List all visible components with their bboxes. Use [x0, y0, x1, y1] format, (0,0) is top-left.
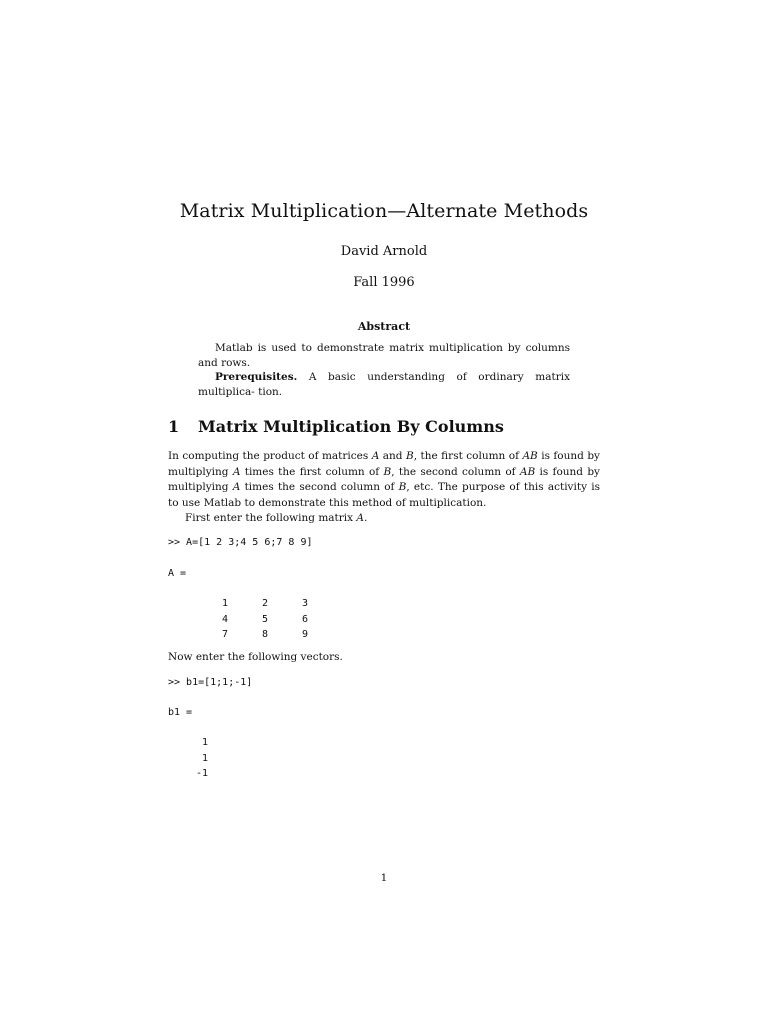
vector-b1-output [188, 735, 208, 782]
code-command-A: >> A=[1 2 3;4 5 6;7 8 9] [168, 537, 313, 548]
matrix-cell: 2 [261, 598, 268, 609]
section-number: 1 [168, 417, 180, 436]
matrix-cell: 7 [221, 629, 228, 640]
vector-cell: -1 [195, 768, 208, 779]
prerequisites-text: A basic understanding of ordinary matrix multiplica- tion. [198, 371, 571, 398]
section-body [168, 449, 600, 527]
matrix-cell: 5 [261, 613, 268, 625]
matrix-A-output [188, 596, 308, 643]
matrix-cell: 4 [221, 613, 228, 625]
matrix-row [188, 596, 308, 612]
paragraph-enter-matrix: First enter the following matrix A. [185, 512, 368, 524]
output-label-A: A = [168, 568, 187, 579]
page-number: 1 [380, 872, 388, 884]
abstract-text: Matlab is used to demonstrate matrix multiplication by columns and rows. [198, 342, 570, 369]
section-title: Matrix Multiplication By Columns [198, 417, 504, 436]
abstract-body [198, 341, 570, 399]
author-name: David Arnold [340, 244, 428, 259]
matrix-cell: 9 [301, 629, 308, 640]
section-heading [168, 417, 504, 436]
paragraph-intro: In computing the product of matrices A and B, the first column of AB is found by multiplying A times the first column of B, the second column of AB is found by multiplying A times the second column of B, etc. The purpose of this activity is to use Matlab to demonstrate this method of multiplication. [168, 450, 600, 509]
matrix-row [188, 627, 308, 643]
paper-date: Fall 1996 [353, 275, 415, 290]
matrix-cell: 3 [301, 598, 308, 609]
code-command-b1: >> b1=[1;1;-1] [168, 677, 253, 688]
abstract-heading: Abstract [357, 320, 411, 333]
prerequisites-label: Prerequisites. [215, 371, 298, 383]
paragraph-enter-vectors: Now enter the following vectors. [168, 651, 343, 663]
matrix-cell: 1 [221, 598, 228, 609]
matrix-cell: 8 [261, 629, 268, 640]
vector-cell: 1 [201, 737, 208, 748]
paper-title: Matrix Multiplication—Alternate Methods [179, 200, 589, 222]
abstract-prerequisites [198, 370, 570, 399]
output-label-b1: b1 = [168, 707, 193, 718]
vector-cell: 1 [201, 752, 208, 764]
matrix-cell: 6 [301, 613, 308, 625]
matrix-row [188, 612, 308, 628]
